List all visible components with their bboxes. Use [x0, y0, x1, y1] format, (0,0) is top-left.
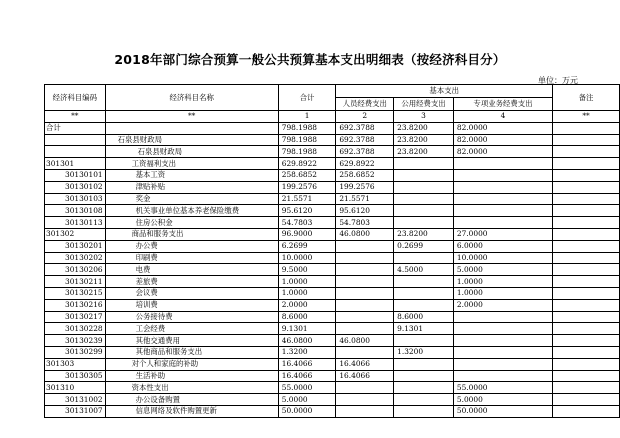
public-cell	[394, 193, 454, 205]
remark-cell	[553, 287, 620, 299]
table-row	[45, 370, 620, 382]
public-cell: 23.8200	[394, 134, 454, 146]
unit-label: 单位：万元	[538, 76, 578, 85]
personnel-cell: 46.0800	[336, 228, 394, 240]
code-cell: 301302	[45, 228, 106, 240]
personnel-cell: 54.7803	[336, 217, 394, 229]
name-cell: 生活补助	[105, 370, 278, 382]
personnel-cell: 199.2576	[336, 181, 394, 193]
code-cell	[45, 134, 106, 146]
total-cell: 1.0000	[278, 287, 336, 299]
table-row	[45, 264, 620, 276]
personnel-cell: 95.6120	[336, 205, 394, 217]
code-cell: 30130299	[45, 346, 106, 358]
public-cell	[394, 299, 454, 311]
name-cell: 公务接待费	[105, 311, 278, 323]
index-cell: 1	[278, 111, 336, 123]
public-cell: 9.1301	[394, 323, 454, 335]
table-row	[45, 193, 620, 205]
public-cell	[394, 358, 454, 370]
total-cell: 55.0000	[278, 382, 336, 394]
special-cell	[453, 370, 552, 382]
name-cell: 住房公积金	[105, 217, 278, 229]
public-cell	[394, 217, 454, 229]
code-cell: 30130113	[45, 217, 106, 229]
budget-table	[44, 84, 620, 418]
public-cell: 23.8200	[394, 122, 454, 134]
special-cell: 6.0000	[453, 240, 552, 252]
code-cell: 合计	[45, 122, 106, 134]
total-cell: 21.5571	[278, 193, 336, 205]
special-cell: 82.0000	[453, 146, 552, 158]
table-row	[45, 158, 620, 170]
remark-cell	[553, 158, 620, 170]
total-cell: 1.3200	[278, 346, 336, 358]
remark-cell	[553, 370, 620, 382]
total-cell: 9.1301	[278, 323, 336, 335]
personnel-cell	[336, 323, 394, 335]
table-row	[45, 146, 620, 158]
name-cell: 办公费	[105, 240, 278, 252]
code-cell: 30130239	[45, 335, 106, 347]
total-cell: 199.2576	[278, 181, 336, 193]
name-cell: 差旅费	[105, 276, 278, 288]
table-row	[45, 323, 620, 335]
table-row	[45, 217, 620, 229]
table-row	[45, 181, 620, 193]
header-special: 专项业务经费支出	[453, 98, 552, 111]
table-row	[45, 228, 620, 240]
special-cell: 82.0000	[453, 122, 552, 134]
header-public: 公用经费支出	[394, 98, 454, 111]
remark-cell	[553, 169, 620, 181]
name-cell: 工会经费	[105, 323, 278, 335]
public-cell	[394, 158, 454, 170]
name-cell: 资本性支出	[105, 382, 278, 394]
personnel-cell	[336, 252, 394, 264]
personnel-cell	[336, 299, 394, 311]
special-cell	[453, 169, 552, 181]
special-cell	[453, 217, 552, 229]
remark-cell	[553, 264, 620, 276]
table-row	[45, 205, 620, 217]
code-cell: 30130206	[45, 264, 106, 276]
special-cell: 1.0000	[453, 276, 552, 288]
special-cell: 5.0000	[453, 264, 552, 276]
public-cell: 1.3200	[394, 346, 454, 358]
name-cell: 办公设备购置	[105, 394, 278, 406]
table-row	[45, 382, 620, 394]
special-cell	[453, 335, 552, 347]
remark-cell	[553, 228, 620, 240]
name-cell: 印刷费	[105, 252, 278, 264]
index-cell: 2	[336, 111, 394, 123]
public-cell	[394, 287, 454, 299]
code-cell: 30131007	[45, 405, 106, 417]
code-cell: 30130211	[45, 276, 106, 288]
header-total: 合计	[278, 85, 336, 111]
remark-cell	[553, 323, 620, 335]
personnel-cell	[336, 311, 394, 323]
total-cell: 10.0000	[278, 252, 336, 264]
table-row	[45, 240, 620, 252]
total-cell: 1.0000	[278, 276, 336, 288]
remark-cell	[553, 299, 620, 311]
personnel-cell	[336, 346, 394, 358]
table-row	[45, 252, 620, 264]
index-cell: **	[553, 111, 620, 123]
total-cell: 50.0000	[278, 405, 336, 417]
header-code: 经济科目编码	[45, 85, 106, 111]
personnel-cell	[336, 264, 394, 276]
public-cell	[394, 169, 454, 181]
name-cell: 机关事业单位基本养老保险缴费	[105, 205, 278, 217]
remark-cell	[553, 217, 620, 229]
personnel-cell: 16.4066	[336, 358, 394, 370]
remark-cell	[553, 335, 620, 347]
table-title: 2018年部门综合预算一般公共预算基本支出明细表（按经济科目分）	[114, 52, 506, 67]
public-cell	[394, 394, 454, 406]
public-cell	[394, 405, 454, 417]
index-cell: 4	[453, 111, 552, 123]
name-cell: 津贴补贴	[105, 181, 278, 193]
total-cell: 46.0800	[278, 335, 336, 347]
table-row	[45, 394, 620, 406]
public-cell: 0.2699	[394, 240, 454, 252]
personnel-cell: 258.6852	[336, 169, 394, 181]
public-cell	[394, 382, 454, 394]
remark-cell	[553, 240, 620, 252]
public-cell	[394, 252, 454, 264]
code-cell: 30130228	[45, 323, 106, 335]
special-cell: 10.0000	[453, 252, 552, 264]
special-cell	[453, 193, 552, 205]
total-cell: 798.1988	[278, 122, 336, 134]
code-cell: 30130103	[45, 193, 106, 205]
name-cell	[105, 122, 278, 134]
public-cell	[394, 205, 454, 217]
special-cell: 5.0000	[453, 394, 552, 406]
header-personnel: 人员经费支出	[336, 98, 394, 111]
total-cell: 629.8922	[278, 158, 336, 170]
remark-cell	[553, 276, 620, 288]
table-row	[45, 299, 620, 311]
header-remark: 备注	[553, 85, 620, 111]
index-cell: 3	[394, 111, 454, 123]
personnel-cell: 692.3788	[336, 122, 394, 134]
table-row	[45, 358, 620, 370]
remark-cell	[553, 134, 620, 146]
remark-cell	[553, 394, 620, 406]
total-cell: 16.4066	[278, 358, 336, 370]
total-cell: 798.1988	[278, 146, 336, 158]
special-cell	[453, 323, 552, 335]
index-cell: **	[45, 111, 106, 123]
public-cell	[394, 335, 454, 347]
table-row	[45, 169, 620, 181]
total-cell: 2.0000	[278, 299, 336, 311]
name-cell: 商品和服务支出	[105, 228, 278, 240]
remark-cell	[553, 311, 620, 323]
special-cell	[453, 358, 552, 370]
table-row	[45, 311, 620, 323]
name-cell: 会议费	[105, 287, 278, 299]
table-row	[45, 276, 620, 288]
personnel-cell: 21.5571	[336, 193, 394, 205]
name-cell: 石泉县财政局	[105, 146, 278, 158]
name-cell: 奖金	[105, 193, 278, 205]
name-cell: 石泉县财政局	[105, 134, 278, 146]
name-cell: 培训费	[105, 299, 278, 311]
table-row	[45, 287, 620, 299]
header-name: 经济科目名称	[105, 85, 278, 111]
remark-cell	[553, 146, 620, 158]
personnel-cell	[336, 382, 394, 394]
code-cell: 30130216	[45, 299, 106, 311]
remark-cell	[553, 205, 620, 217]
total-cell: 258.6852	[278, 169, 336, 181]
public-cell: 4.5000	[394, 264, 454, 276]
remark-cell	[553, 122, 620, 134]
total-cell: 6.2699	[278, 240, 336, 252]
remark-cell	[553, 252, 620, 264]
name-cell: 信息网络及软件购置更新	[105, 405, 278, 417]
personnel-cell: 692.3788	[336, 134, 394, 146]
special-cell	[453, 205, 552, 217]
code-cell: 301303	[45, 358, 106, 370]
personnel-cell	[336, 240, 394, 252]
name-cell: 基本工资	[105, 169, 278, 181]
table-row	[45, 134, 620, 146]
name-cell: 对个人和家庭的补助	[105, 358, 278, 370]
name-cell: 其他交通费用	[105, 335, 278, 347]
personnel-cell: 46.0800	[336, 335, 394, 347]
remark-cell	[553, 382, 620, 394]
public-cell: 23.8200	[394, 228, 454, 240]
public-cell: 23.8200	[394, 146, 454, 158]
code-cell: 30131002	[45, 394, 106, 406]
name-cell: 其他商品和服务支出	[105, 346, 278, 358]
total-cell: 9.5000	[278, 264, 336, 276]
personnel-cell	[336, 276, 394, 288]
table-row	[45, 405, 620, 417]
personnel-cell	[336, 405, 394, 417]
table-row	[45, 122, 620, 134]
special-cell	[453, 158, 552, 170]
code-cell: 301301	[45, 158, 106, 170]
remark-cell	[553, 181, 620, 193]
code-cell: 301310	[45, 382, 106, 394]
code-cell: 30130101	[45, 169, 106, 181]
public-cell: 8.6000	[394, 311, 454, 323]
total-cell: 54.7803	[278, 217, 336, 229]
remark-cell	[553, 405, 620, 417]
code-cell: 30130202	[45, 252, 106, 264]
public-cell	[394, 276, 454, 288]
special-cell: 55.0000	[453, 382, 552, 394]
special-cell	[453, 311, 552, 323]
code-cell: 30130102	[45, 181, 106, 193]
table-row	[45, 346, 620, 358]
personnel-cell	[336, 394, 394, 406]
total-cell: 5.0000	[278, 394, 336, 406]
personnel-cell: 629.8922	[336, 158, 394, 170]
personnel-cell: 692.3788	[336, 146, 394, 158]
index-cell: **	[105, 111, 278, 123]
total-cell: 96.9000	[278, 228, 336, 240]
header-basic: 基本支出	[336, 85, 553, 98]
special-cell: 2.0000	[453, 299, 552, 311]
code-cell: 30130215	[45, 287, 106, 299]
name-cell: 电费	[105, 264, 278, 276]
special-cell: 50.0000	[453, 405, 552, 417]
remark-cell	[553, 193, 620, 205]
special-cell: 1.0000	[453, 287, 552, 299]
total-cell: 8.6000	[278, 311, 336, 323]
table-row	[45, 335, 620, 347]
remark-cell	[553, 358, 620, 370]
code-cell: 30130201	[45, 240, 106, 252]
name-cell: 工资福利支出	[105, 158, 278, 170]
special-cell: 82.0000	[453, 134, 552, 146]
remark-cell	[553, 346, 620, 358]
code-cell: 30130108	[45, 205, 106, 217]
code-cell: 30130217	[45, 311, 106, 323]
personnel-cell	[336, 287, 394, 299]
public-cell	[394, 370, 454, 382]
special-cell: 27.0000	[453, 228, 552, 240]
public-cell	[394, 181, 454, 193]
special-cell	[453, 181, 552, 193]
code-cell: 30130305	[45, 370, 106, 382]
total-cell: 95.6120	[278, 205, 336, 217]
total-cell: 16.4066	[278, 370, 336, 382]
code-cell	[45, 146, 106, 158]
personnel-cell: 16.4066	[336, 370, 394, 382]
special-cell	[453, 346, 552, 358]
total-cell: 798.1988	[278, 134, 336, 146]
